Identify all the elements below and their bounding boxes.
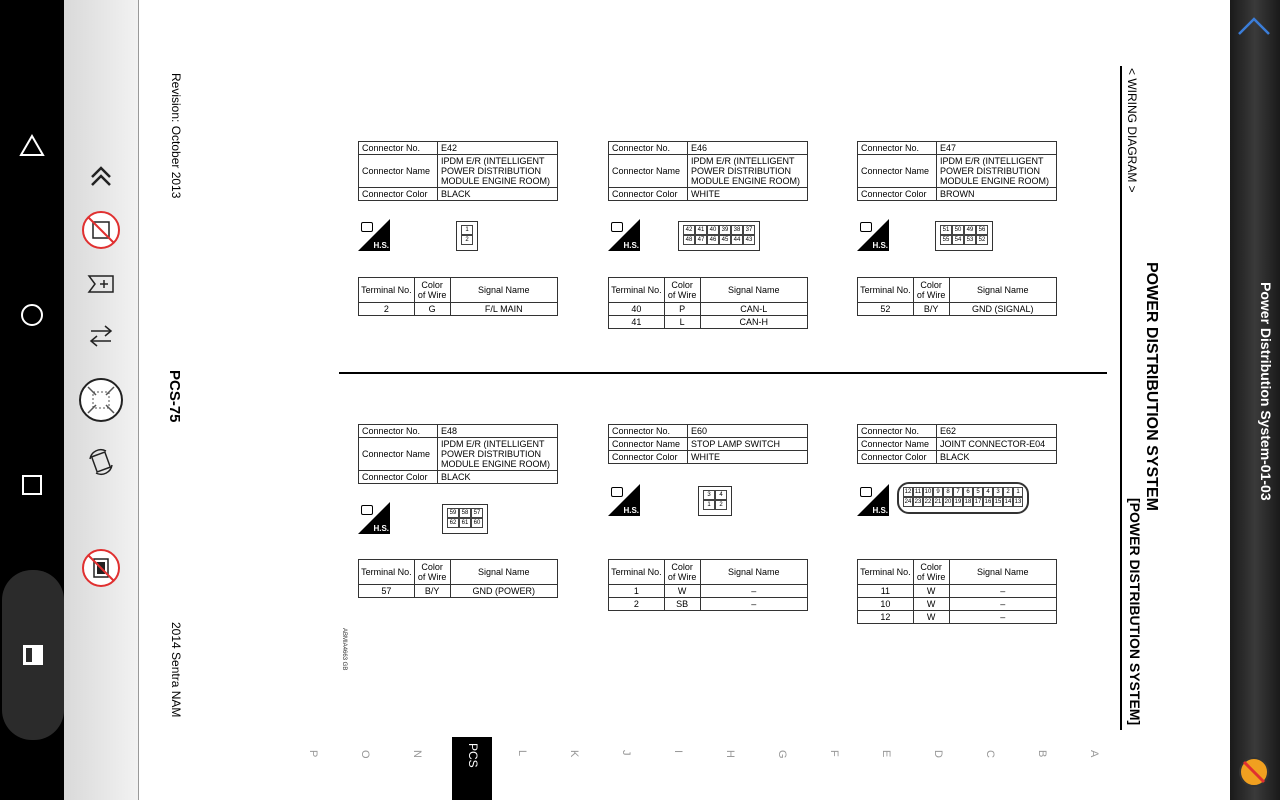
pin-55: 55 [940,235,952,245]
header-rule [1120,66,1122,730]
connector-no-value: E62 [937,425,1057,438]
connector-face-diagram [698,486,732,516]
connector-header-table [608,424,808,464]
figure-code: ABMIA4663 GB [341,628,347,671]
system-subtitle: [POWER DISTRIBUTION SYSTEM] [1127,498,1143,726]
terminal-no-header: Terminal No. [609,278,665,303]
pin-44: 44 [731,235,743,245]
connector-color-label: Connector Color [609,188,688,201]
color-of-wire-header: Color of Wire [414,278,450,303]
index-letter-a[interactable]: A [1088,750,1100,758]
table-row [609,303,808,316]
viewer-toolbar [64,0,139,800]
signal-name-header: Signal Name [949,560,1056,585]
signal-name-cell: – [949,585,1056,598]
color-of-wire-header: Color of Wire [913,560,949,585]
pin-48: 48 [683,235,695,245]
signal-name-cell: GND (SIGNAL) [949,303,1056,316]
hs-label: H.S. [373,524,389,533]
pin-50: 50 [952,225,964,235]
connector-color-value: BLACK [937,451,1057,464]
pin-53: 53 [964,235,976,245]
terminal-no-header: Terminal No. [858,278,914,303]
connector-name-label: Connector Name [858,155,937,188]
connector-color-value: WHITE [688,188,808,201]
connector-color-value: BLACK [438,188,558,201]
index-letter-i[interactable]: I [672,750,684,754]
table-row [858,611,1057,624]
connector-header-table [608,141,808,201]
rotate-icon[interactable] [77,438,125,486]
hs-label: H.S. [872,241,888,250]
pin-24: 24 [904,499,912,505]
signal-name-cell: – [700,598,807,611]
signal-name-header: Signal Name [450,278,557,303]
chevron-up-icon[interactable] [1236,14,1272,43]
hs-label: H.S. [373,241,389,250]
section-divider [339,372,1107,374]
pin-57: 57 [471,508,483,518]
connector-face-diagram [678,221,760,251]
signal-name-cell: – [949,598,1056,611]
table-row [609,598,808,611]
terminal-no-cell: 10 [858,598,914,611]
signal-name-header: Signal Name [700,278,807,303]
pin-47: 47 [695,235,707,245]
table-row [609,585,808,598]
connector-no-label: Connector No. [609,425,688,438]
pin-12: 12 [904,489,912,495]
pin-18: 18 [964,499,972,505]
signal-name-header: Signal Name [450,560,557,585]
hs-label: H.S. [623,241,639,250]
connector-name-value: IPDM E/R (INTELLIGENT POWER DISTRIBUTION MODULE ENGINE ROOM) [937,155,1057,188]
connector-no-value: E46 [688,142,808,155]
index-letter-l[interactable]: L [516,750,528,757]
index-tab-label: PCS [466,743,480,768]
terminal-table [608,277,808,329]
wire-color-cell: B/Y [414,585,450,598]
title-bar [1230,0,1280,800]
connector-name-label: Connector Name [359,155,438,188]
connector-color-label: Connector Color [359,471,438,484]
terminal-no-header: Terminal No. [359,560,415,585]
pin-52: 52 [976,235,988,245]
index-letter-c[interactable]: C [984,750,996,758]
pin-40: 40 [707,225,719,235]
connector-color-value: BROWN [937,188,1057,201]
pin-2: 2 [461,235,473,245]
color-of-wire-header: Color of Wire [414,560,450,585]
connector-no-label: Connector No. [858,142,937,155]
connector-name-value: IPDM E/R (INTELLIGENT POWER DISTRIBUTION MODULE ENGINE ROOM) [438,438,558,471]
wire-color-cell: W [913,585,949,598]
connector-face-diagram [442,504,488,534]
signal-name-cell: GND (POWER) [450,585,557,598]
pin-1: 1 [703,500,715,510]
table-row [359,303,558,316]
connector-name-label: Connector Name [609,155,688,188]
connector-name-value: IPDM E/R (INTELLIGENT POWER DISTRIBUTION MODULE ENGINE ROOM) [438,155,558,188]
terminal-no-header: Terminal No. [359,278,415,303]
wire-color-cell: W [913,611,949,624]
connector-no-value: E42 [438,142,558,155]
connector-color-value: WHITE [688,451,808,464]
wire-color-cell: B/Y [913,303,949,316]
system-nav-bar [0,0,64,800]
hs-symbol-icon [608,219,640,251]
recent-apps-square-icon[interactable] [12,465,52,505]
index-letter-b[interactable]: B [1036,750,1048,758]
connector-color-label: Connector Color [609,451,688,464]
index-letter-o[interactable]: O [359,750,371,759]
terminal-no-header: Terminal No. [609,560,665,585]
pin-16: 16 [984,499,992,505]
index-letter-d[interactable]: D [932,750,944,758]
connector-name-value: JOINT CONNECTOR-E04 [937,438,1057,451]
table-row [609,316,808,329]
panel-icon [22,644,44,671]
pin-51: 51 [940,225,952,235]
color-of-wire-header: Color of Wire [664,278,700,303]
index-letter-n[interactable]: N [411,750,423,758]
terminal-no-cell: 41 [609,316,665,329]
breadcrumb[interactable]: < WIRING DIAGRAM > [1125,68,1139,193]
connector-no-label: Connector No. [359,425,438,438]
connector-name-label: Connector Name [858,438,937,451]
connector-no-label: Connector No. [359,142,438,155]
pin-59: 59 [447,508,459,518]
hs-symbol-icon [608,484,640,516]
document-page [139,0,1230,800]
index-letter-j[interactable]: J [620,750,632,756]
index-tab-active[interactable] [452,737,492,800]
pin-11: 11 [914,489,922,495]
wire-color-cell: SB [664,598,700,611]
no-selection-icon[interactable] [77,206,125,254]
hs-symbol-icon [358,502,390,534]
page-id: PCS-75 [166,370,183,423]
signal-name-cell: F/L MAIN [450,303,557,316]
terminal-no-cell: 40 [609,303,665,316]
connector-name-value: STOP LAMP SWITCH [688,438,808,451]
pin-60: 60 [471,518,483,528]
terminal-no-cell: 52 [858,303,914,316]
hs-label: H.S. [872,506,888,515]
pin-14: 14 [1004,499,1012,505]
terminal-no-cell: 1 [609,585,665,598]
expand-icon[interactable] [77,376,125,424]
pin-2: 2 [715,500,727,510]
connector-name-value: IPDM E/R (INTELLIGENT POWER DISTRIBUTION MODULE ENGINE ROOM) [688,155,808,188]
swap-arrows-icon[interactable] [77,312,125,360]
signal-name-cell: CAN-H [700,316,807,329]
back-triangle-icon[interactable] [12,126,52,166]
terminal-table [857,559,1057,624]
revision-text: Revision: October 2013 [169,73,183,199]
pin-46: 46 [707,235,719,245]
table-row [858,598,1057,611]
wire-color-cell: P [664,303,700,316]
terminal-no-header: Terminal No. [858,560,914,585]
wire-color-cell: G [414,303,450,316]
pin-38: 38 [731,225,743,235]
index-letter-g[interactable]: G [776,750,788,759]
pin-4: 4 [983,487,993,497]
pin-21: 21 [934,499,942,505]
pin-4: 4 [715,490,727,500]
connector-face-diagram [897,482,1029,514]
pin-6: 6 [963,487,973,497]
bookmark-add-icon[interactable] [77,260,125,308]
connector-no-value: E60 [688,425,808,438]
index-letter-k[interactable]: K [568,750,580,758]
pin-54: 54 [952,235,964,245]
terminal-table [608,559,808,611]
pin-2: 2 [1003,487,1013,497]
hs-symbol-icon [857,484,889,516]
pin-56: 56 [976,225,988,235]
system-title: POWER DISTRIBUTION SYSTEM [1143,262,1160,511]
pin-19: 19 [954,499,962,505]
signal-name-cell: CAN-L [700,303,807,316]
pin-8: 8 [943,487,953,497]
pin-9: 9 [933,487,943,497]
connector-name-label: Connector Name [359,438,438,471]
pin-61: 61 [459,518,471,528]
table-row [858,303,1057,316]
connector-header-table [857,141,1057,201]
warning-badge-icon[interactable] [1238,756,1270,793]
pin-7: 7 [953,487,963,497]
double-chevron-up-icon[interactable] [77,152,125,200]
pin-23: 23 [914,499,922,505]
pin-41: 41 [695,225,707,235]
hs-symbol-icon [857,219,889,251]
document-title: Power Distribution System-01-03 [1258,282,1274,501]
no-clip-icon[interactable] [77,544,125,592]
hs-symbol-icon [358,219,390,251]
connector-face-diagram [935,221,993,251]
pin-37: 37 [743,225,755,235]
hs-label: H.S. [623,506,639,515]
pin-22: 22 [924,499,932,505]
connector-color-label: Connector Color [858,188,937,201]
terminal-no-cell: 12 [858,611,914,624]
connector-color-label: Connector Color [359,188,438,201]
connector-header-table [358,424,558,484]
pin-17: 17 [974,499,982,505]
connector-no-label: Connector No. [858,425,937,438]
connector-name-label: Connector Name [609,438,688,451]
connector-color-label: Connector Color [858,451,937,464]
terminal-no-cell: 2 [609,598,665,611]
pin-62: 62 [447,518,459,528]
terminal-no-cell: 2 [359,303,415,316]
wire-color-cell: W [664,585,700,598]
model-text: 2014 Sentra NAM [169,622,183,718]
pin-49: 49 [964,225,976,235]
pin-3: 3 [993,487,1003,497]
index-letter-h[interactable]: H [724,750,736,758]
connector-no-value: E48 [438,425,558,438]
pin-1: 1 [1013,487,1023,497]
table-row [858,585,1057,598]
signal-name-header: Signal Name [700,560,807,585]
pin-10: 10 [924,489,932,495]
pin-13: 13 [1014,499,1022,505]
pin-42: 42 [683,225,695,235]
signal-name-header: Signal Name [949,278,1056,303]
pin-58: 58 [459,508,471,518]
pin-43: 43 [743,235,755,245]
pin-5: 5 [973,487,983,497]
connector-no-value: E47 [937,142,1057,155]
connector-no-label: Connector No. [609,142,688,155]
connector-header-table [857,424,1057,464]
table-row [359,585,558,598]
color-of-wire-header: Color of Wire [664,560,700,585]
terminal-no-cell: 57 [359,585,415,598]
connector-color-value: BLACK [438,471,558,484]
color-of-wire-header: Color of Wire [913,278,949,303]
pin-1: 1 [461,225,473,235]
pin-3: 3 [703,490,715,500]
signal-name-cell: – [949,611,1056,624]
pin-45: 45 [719,235,731,245]
connector-header-table [358,141,558,201]
home-circle-icon[interactable] [12,295,52,335]
signal-name-cell: – [700,585,807,598]
side-panel-pill[interactable] [2,570,64,740]
terminal-no-cell: 11 [858,585,914,598]
connector-face-diagram [456,221,478,251]
wire-color-cell: W [913,598,949,611]
index-letter-e[interactable]: E [880,750,892,758]
pin-20: 20 [944,499,952,505]
index-letter-f[interactable]: F [828,750,840,757]
terminal-table [358,559,558,598]
pin-39: 39 [719,225,731,235]
terminal-table [857,277,1057,316]
wire-color-cell: L [664,316,700,329]
terminal-table [358,277,558,316]
index-letter-p[interactable]: P [307,750,319,758]
pin-15: 15 [994,499,1002,505]
